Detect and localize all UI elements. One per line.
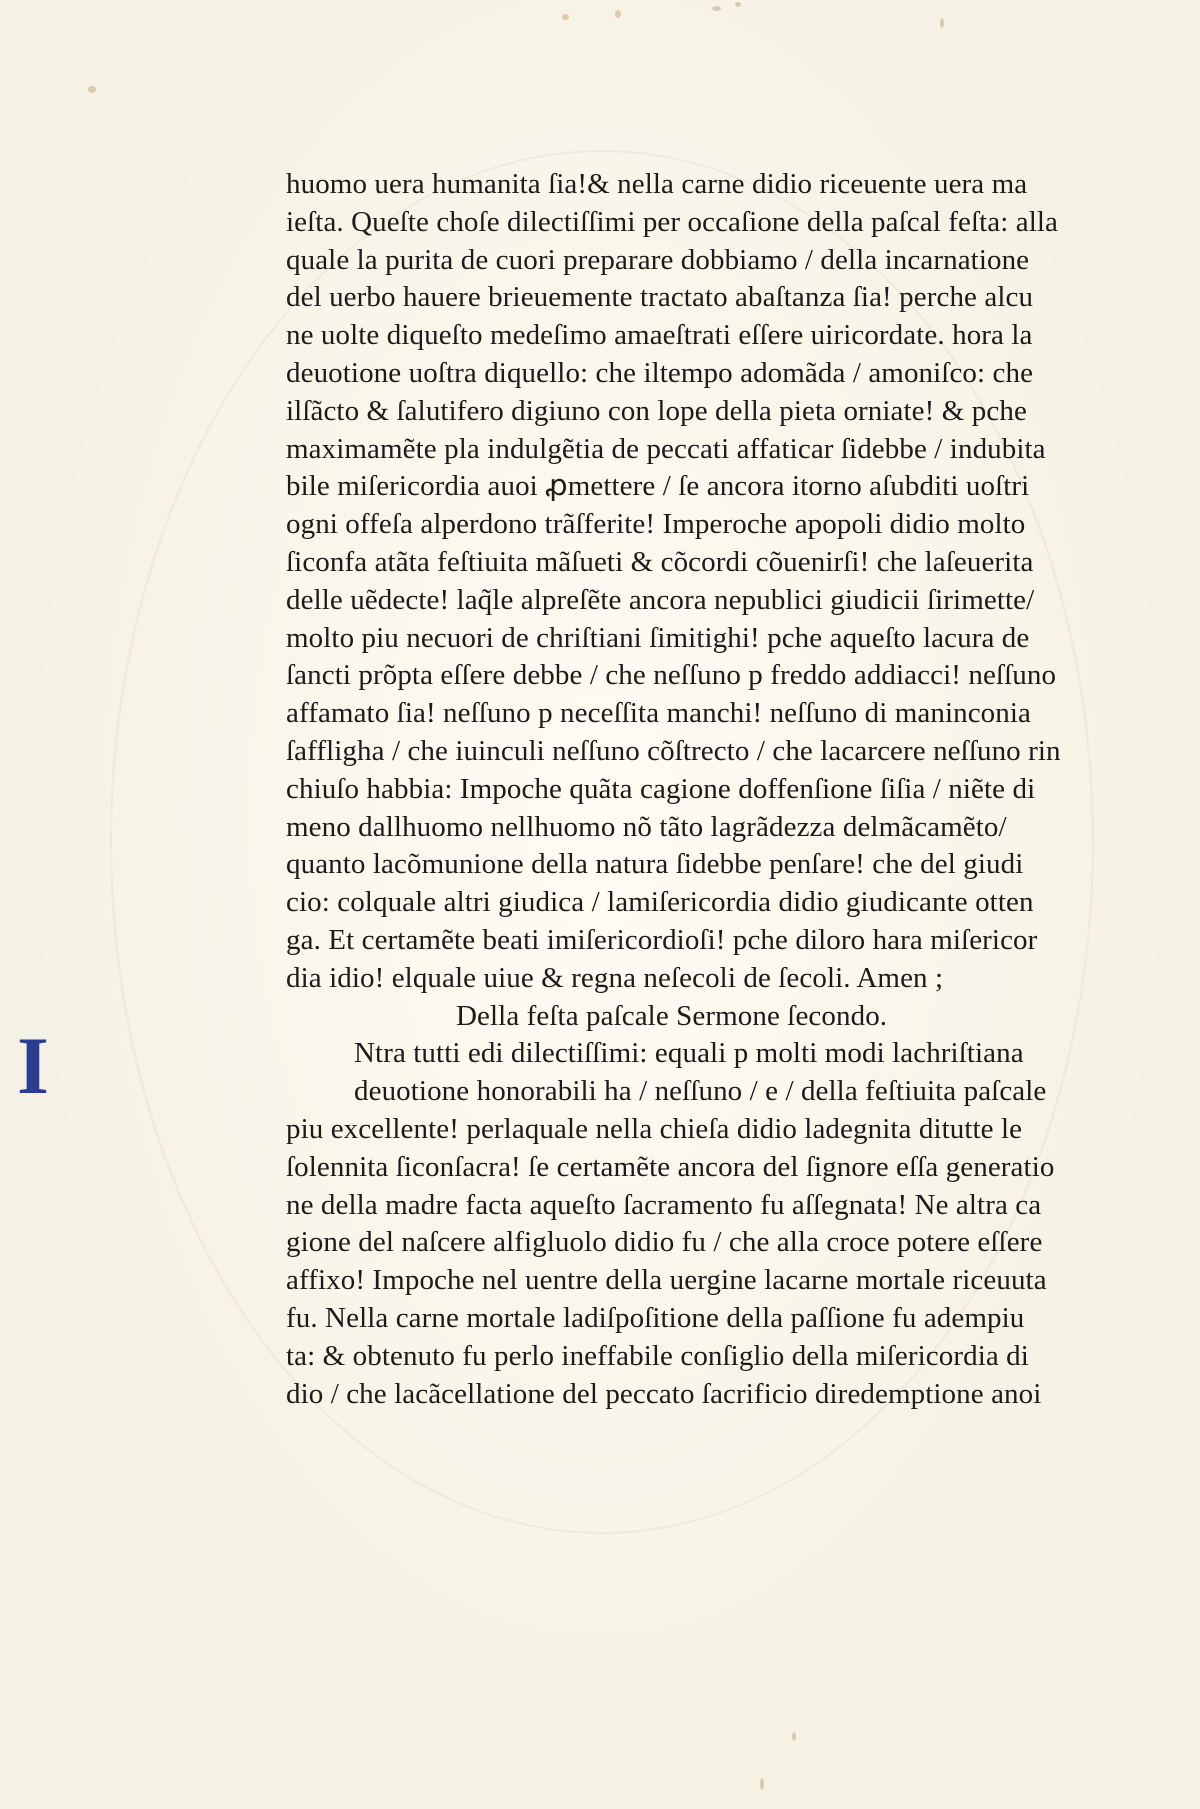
text-line: affamato ſia! neſſuno p neceſſita manchi! neſſuno di maninconia (286, 697, 1032, 730)
paper-stain (735, 2, 741, 7)
text-line: ne della madre facta aqueſto ſacramento fu aſſegnata! Ne altra ca (286, 1188, 1042, 1221)
text-line: molto piu necuori de chriſtiani ſimitighi! pche aqueſto lacura de (286, 621, 1030, 654)
text-line: affixo! Impoche nel uentre della uergine lacarne mortale riceuuta (286, 1264, 1047, 1297)
text-line: ſolennita ſiconſacra! ſe certamẽte ancora del ſignore eſſa generatio (286, 1150, 1055, 1183)
text-line: quanto lacõmunione della natura ſidebbe penſare! che del giudi (286, 848, 1024, 881)
paper-stain (940, 18, 944, 28)
text-block (286, 166, 1108, 1413)
text-line: huomo uera humanita ſia!& nella carne didio riceuente uera ma (286, 168, 1028, 200)
text-line: chiuſo habbia: Impoche quãta cagione doffenſione ſiſia / niẽte di (286, 772, 1036, 805)
decorated-initial: I (17, 1020, 49, 1111)
paper-stain (615, 10, 621, 18)
text-line: ſiconfa atãta feſtiuita mãſueti & cõcordi cõuenirſi! che laſeuerita (286, 545, 1034, 578)
text-line: Ntra tutti edi dilectiſſimi: equali p molti modi lachriſtiana (354, 1037, 1024, 1070)
text-line: deuotione honorabili ha / neſſuno / e / della feſtiuita paſcale (354, 1075, 1047, 1108)
paper-stain (562, 14, 569, 20)
text-line: ilſãcto & ſalutifero digiuno con lope della pieta orniate! & pche (286, 394, 1027, 427)
text-line: cio: colquale altri giudica / lamiſericordia didio giudicante otten (286, 886, 1034, 919)
text-line: ne uolte diqueſto medeſimo amaeſtrati eſſere uiricordate. hora la (286, 319, 1033, 352)
paper-stain (712, 6, 721, 11)
paper-stain (88, 86, 96, 93)
text-line: gione del naſcere alfigluolo didio fu / che alla croce potere eſſere (286, 1226, 1043, 1259)
text-line: piu excellente! perlaquale nella chieſa didio ladegnita ditutte le (286, 1112, 1023, 1145)
section-heading: Della feſta paſcale Sermone ſecondo. (456, 999, 888, 1032)
text-line: ogni offeſa alperdono trãſferite! Imperoche apopoli didio molto (286, 508, 1026, 541)
text-line: ieſta. Queſte choſe dilectiſſimi per occaſione della paſcal feſta: alla (286, 205, 1059, 238)
text-line: ta: & obtenuto fu perlo ineffabile conſiglio della miſericordia di (286, 1339, 1029, 1372)
text-line: maximamẽte pla indulgẽtia de peccati affaticar ſidebbe / indubita (286, 432, 1046, 465)
text-line: del uerbo hauere brieuemente tractato abaſtanza ſia! perche alcu (286, 281, 1034, 314)
text-line: meno dallhuomo nellhuomo nõ tãto lagrãdezza delmãcamẽto/ (286, 810, 1007, 843)
text-line: ſancti prõpta eſſere debbe / che neſſuno p freddo addiacci! neſſuno (286, 659, 1057, 692)
text-line: dio / che lacãcellatione del peccato ſacrificio diredemptione anoi (286, 1377, 1042, 1410)
text-line: delle uẽdecte! laq̃le alpreſẽte ancora nepublici giudicii ſirimette/ (286, 583, 1035, 616)
paper-stain (760, 1778, 764, 1790)
text-line: quale la purita de cuori preparare dobbiamo / della incarnatione (286, 243, 1030, 276)
text-line: bile miſericordia auoi ꝓmettere / ſe ancora itorno aſubditi uoſtri (286, 470, 1030, 503)
text-line: fu. Nella carne mortale ladiſpoſitione della paſſione fu adempiu (286, 1301, 1025, 1334)
text-line: ſaffligha / che iuinculi neſſuno cõſtrecto / che lacarcere neſſuno rin (286, 734, 1061, 767)
text-line: deuotione uoſtra diquello: che iltempo adomãda / amoniſco: che (286, 356, 1034, 389)
paper-stain (792, 1732, 796, 1741)
text-line: ga. Et certamẽte beati imiſericordioſi! pche diloro hara miſericor (286, 923, 1038, 956)
text-line: dia idio! elquale uiue & regna neſecoli de ſecoli. Amen ; (286, 961, 944, 994)
